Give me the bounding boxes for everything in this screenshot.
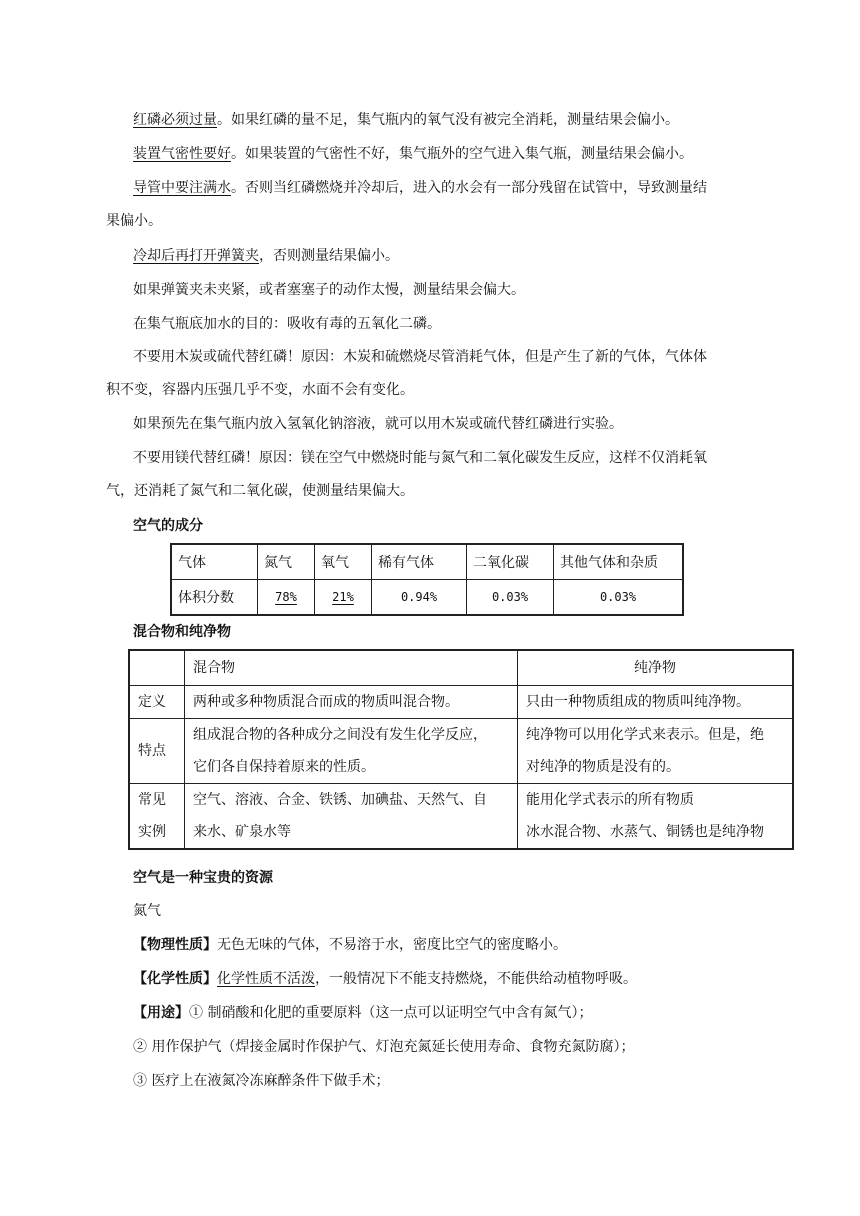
cell-line: 空气、溶液、合金、铁锈、加碘盐、天然气、自: [193, 792, 487, 808]
paragraph-physical-properties: [133, 929, 793, 962]
table-header-cell: 氮气: [258, 544, 315, 580]
table-cell: [518, 719, 794, 784]
paragraph-no-charcoal-sulfur: 不要用木炭或硫代替红磷！原因：木炭和硫燃烧尽管消耗气体，但是产生了新的气体，气体体: [133, 349, 707, 365]
underlined-key-point: 红磷必须过量: [133, 112, 217, 128]
table-row: [129, 719, 793, 784]
table-cell: 0.03%: [554, 580, 684, 616]
paragraph-text: 。如果红磷的量不足，集气瓶内的氧气没有被完全消耗，测量结果会偏小。: [217, 112, 679, 128]
heading-air-composition: 空气的成分: [133, 518, 203, 534]
table-cell: [185, 784, 518, 850]
table-header-cell: 二氧化碳: [467, 544, 554, 580]
paragraph-text: 。否则当红磷燃烧并冷却后，进入的水会有一部分残留在试管中，导致测量结: [231, 180, 707, 196]
table-corner-cell: [129, 650, 185, 686]
table-cell: 0.94%: [372, 580, 467, 616]
heading-mixture-pure: 混合物和纯净物: [133, 624, 231, 640]
cell-line: 常见: [138, 792, 166, 808]
paragraph-no-magnesium: 不要用镁代替红磷！原因：镁在空气中燃烧时能与氮气和二氧化碳发生反应，这样不仅消耗氧: [133, 450, 707, 466]
table-cell: [518, 784, 794, 850]
table-cell: 两种或多种物质混合而成的物质叫混合物。: [185, 686, 518, 719]
paragraph-text: ，否则测量结果偏小。: [259, 248, 399, 264]
table-row: [129, 784, 793, 850]
cell-line: 来水、矿泉水等: [193, 824, 291, 840]
table-header-cell: 其他气体和杂质: [554, 544, 684, 580]
property-label: 【物理性质】: [133, 937, 217, 953]
table-header-cell: 氧气: [315, 544, 372, 580]
mixture-pure-table: [128, 649, 794, 850]
cell-line: 它们各自保持着原来的性质。: [193, 759, 375, 775]
table-header-cell: 纯净物: [518, 650, 794, 686]
underlined-key-point: 导管中要注满水: [133, 180, 231, 196]
table-row: [171, 580, 683, 616]
property-label: 【用途】: [133, 1005, 189, 1021]
paragraph-continuation: 气，还消耗了氮气和二氧化碳，使测量结果偏大。: [106, 483, 414, 499]
paragraph-use-3: ③ 医疗上在液氮冷冻麻醉条件下做手术；: [133, 1073, 390, 1089]
paragraph-text: ，一般情况下不能支持燃烧，不能供给动植物呼吸。: [315, 971, 637, 987]
paragraph-tube-water: [133, 172, 793, 205]
table-row: [171, 544, 683, 580]
cell-line: 纯净物可以用化学式来表示。但是，绝: [526, 727, 764, 743]
cell-line: 冰水混合物、水蒸气、铜锈也是纯净物: [526, 824, 764, 840]
table-row-label: [129, 784, 185, 850]
property-label: 【化学性质】: [133, 971, 217, 987]
paragraph-text: ① 制硝酸和化肥的重要原料（这一点可以证明空气中含有氮气）；: [189, 1005, 593, 1021]
paragraph-red-phosphorus-excess: [133, 104, 793, 137]
subheading-nitrogen: 氮气: [133, 903, 161, 919]
table-cell: 0.03%: [467, 580, 554, 616]
table-cell: 78%: [258, 580, 315, 616]
paragraph-continuation: 果偏小。: [106, 213, 162, 229]
underlined-key-point: 化学性质不活泼: [217, 971, 315, 987]
underlined-key-point: 冷却后再打开弹簧夹: [133, 248, 259, 264]
table-header-cell: 稀有气体: [372, 544, 467, 580]
table-cell: 21%: [315, 580, 372, 616]
paragraph-chemical-properties: [133, 963, 793, 996]
air-composition-table: [170, 543, 684, 616]
table-cell: 只由一种物质组成的物质叫纯净物。: [518, 686, 794, 719]
paragraph-use-2: ② 用作保护气（焊接金属时作保护气、灯泡充氮延长使用寿命、食物充氮防腐）；: [133, 1039, 635, 1055]
heading-air-resource: 空气是一种宝贵的资源: [133, 870, 273, 886]
table-row-label: 特点: [129, 719, 185, 784]
paragraph-clamp-loose: 如果弹簧夹未夹紧，或者塞塞子的动作太慢，测量结果会偏大。: [133, 282, 525, 298]
paragraph-text: 。如果装置的气密性不好，集气瓶外的空气进入集气瓶，测量结果会偏小。: [231, 146, 693, 162]
underlined-key-point: 装置气密性要好: [133, 146, 231, 162]
paragraph-uses: [133, 997, 793, 1030]
table-cell: [185, 719, 518, 784]
cell-line: 能用化学式表示的所有物质: [526, 792, 694, 808]
paragraph-airtightness: [133, 138, 793, 171]
table-row: [129, 686, 793, 719]
table-header-cell: 混合物: [185, 650, 518, 686]
table-header-cell: 气体: [171, 544, 258, 580]
paragraph-cool-then-open: [133, 240, 793, 273]
cell-line: 实例: [138, 824, 166, 840]
paragraph-continuation: 积不变，容器内压强几乎不变，水面不会有变化。: [106, 382, 414, 398]
cell-line: 组成混合物的各种成分之间没有发生化学反应，: [193, 727, 487, 743]
paragraph-water-purpose: 在集气瓶底加水的目的：吸收有毒的五氧化二磷。: [133, 316, 441, 332]
table-row: [129, 650, 793, 686]
paragraph-naoh: 如果预先在集气瓶内放入氢氧化钠溶液，就可以用木炭或硫代替红磷进行实验。: [133, 416, 623, 432]
paragraph-text: 无色无味的气体，不易溶于水，密度比空气的密度略小。: [217, 937, 567, 953]
table-row-label: 体积分数: [171, 580, 258, 616]
cell-line: 对纯净的物质是没有的。: [526, 759, 680, 775]
table-row-label: 定义: [129, 686, 185, 719]
